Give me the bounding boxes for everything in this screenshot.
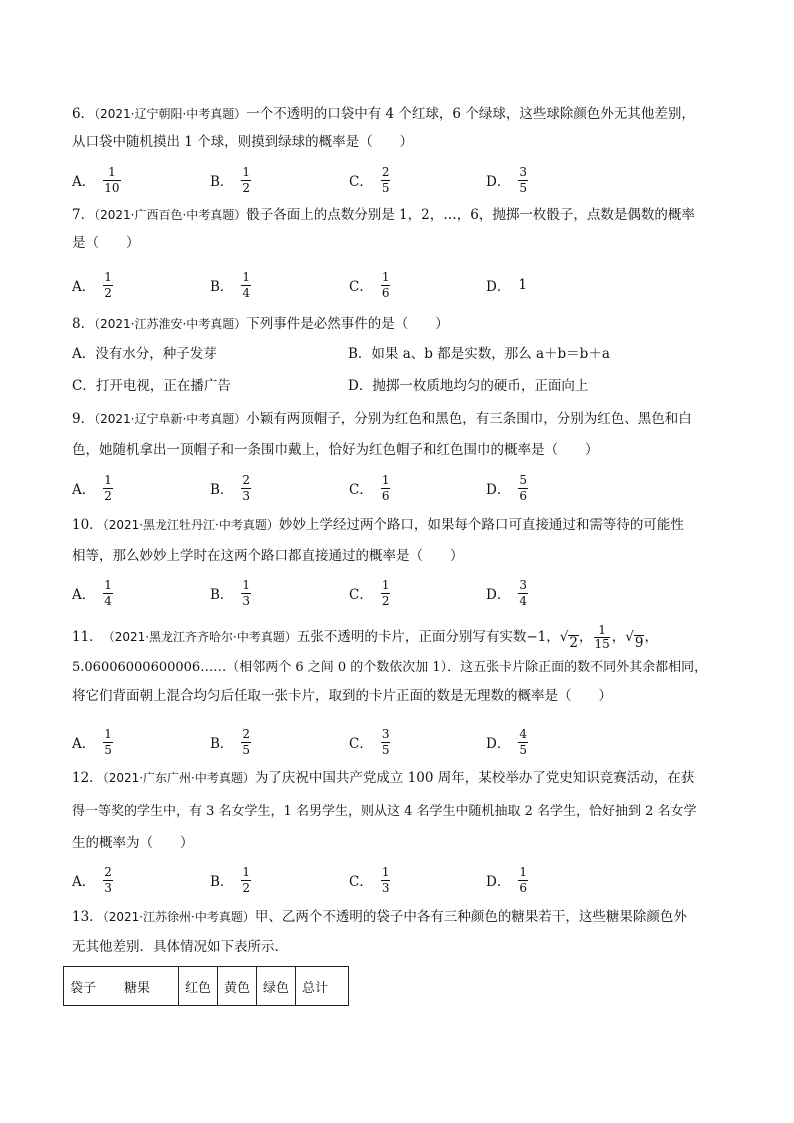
question-source: （2021·辽宁朝阳·中考真题）: [94, 107, 247, 121]
option-c: C． $\frac{2}{5}$: [349, 164, 390, 195]
option-b: B． $\frac{1}{4}$: [210, 269, 251, 300]
option-d: D． $\frac{5}{6}$: [486, 472, 527, 503]
question-number: 12．: [72, 770, 103, 786]
option-c: C．打开电视，正在播广告: [72, 378, 231, 394]
table-corner-cell: 袋子 糖果: [64, 967, 179, 1006]
question-text: 得一等奖的学生中，有 3 名女学生，1 名男学生，则从这 4 名学生中随机抽取 2 名学生，恰好抽到 2 名女学: [72, 804, 697, 819]
question-text: 无其他差别．具体情况如下表所示．: [72, 939, 288, 955]
option-a: A． $\frac{1}{2}$: [72, 472, 112, 503]
question-source: （2021·黑龙江牡丹江·中考真题）: [102, 518, 279, 532]
question-9: [72, 405, 732, 464]
question-number: 7．: [72, 207, 95, 223]
question-text: 是（ ）: [72, 235, 140, 251]
question-10: [72, 511, 732, 570]
question-source: （2021·黑龙江齐齐哈尔·中考真题）: [102, 630, 297, 644]
option-a: A． $\frac{2}{3}$: [72, 864, 112, 895]
options-12: [72, 860, 732, 900]
option-d: D． $\frac{3}{5}$: [486, 164, 527, 195]
question-number: 6．: [72, 106, 95, 122]
table-header-cell: 红色: [179, 967, 218, 1006]
option-b: B． $\frac{1}{2}$: [210, 864, 251, 895]
options-9: [72, 468, 732, 508]
question-13: [72, 903, 732, 961]
sqrt-nine: √ 9: [625, 629, 644, 651]
option-c: C． $\frac{1}{3}$: [349, 864, 390, 895]
option-a: A． $\frac{1}{5}$: [72, 726, 112, 757]
question-11: 11． （2021·黑龙江齐齐哈尔·中考真题） 五张不透明的卡片，正面分别写有实数−1， √ 2 ， $\frac{1}{15}$ ， √ 9 ， 5.06006000600006……（相邻两个 6 之间 0 的个数依次加 1）．这五张卡片除正面的数不同外其余都相同， 将它们背面朝上混合均匀后任取一张卡片，取到的卡片正面的数是无理数的概率是（ ）: [72, 620, 732, 710]
question-number: 11．: [72, 629, 103, 645]
table-header-row: [64, 967, 349, 1006]
question-number: 8．: [72, 316, 95, 332]
question-text: 甲、乙两个不透明的袋子中各有三种颜色的糖果若干，这些糖果除颜色外: [254, 909, 687, 925]
options-6: [72, 160, 732, 200]
question-6: [72, 100, 732, 156]
question-text: 相等，那么妙妙上学时在这两个路口都直接通过的概率是（ ）: [72, 548, 464, 564]
table-header-cell: 绿色: [257, 967, 296, 1006]
question-7: [72, 201, 732, 257]
question-number: 13．: [72, 909, 103, 925]
option-b: B． $\frac{1}{2}$: [210, 164, 251, 195]
question-text: 5.06006000600006……（相邻两个 6 之间 0 的个数依次加 1）．这五张卡片除正面的数不同外其余都相同，: [72, 660, 708, 675]
question-number: 9．: [72, 411, 95, 427]
option-b: B． $\frac{2}{5}$: [210, 726, 251, 757]
fraction-one-fifteenth: $\frac{1}{15}$: [594, 622, 610, 651]
options-10: [72, 573, 732, 613]
options-11: [72, 722, 732, 762]
question-text: 色，她随机拿出一顶帽子和一条围巾戴上，恰好为红色帽子和红色围巾的概率是（ ）: [72, 442, 599, 458]
question-source: （2021·广西百色·中考真题）: [94, 208, 247, 222]
option-d: D． $\frac{1}{6}$: [486, 864, 527, 895]
option-b: B．如果 a、b 都是实数，那么 a＋b＝b＋a: [348, 346, 610, 362]
candy-table: [63, 966, 349, 1006]
options-8-row2: [72, 372, 732, 400]
sqrt-two: √ 2: [559, 629, 578, 651]
option-c: C． $\frac{3}{5}$: [349, 726, 390, 757]
option-b: B． $\frac{1}{3}$: [210, 577, 251, 608]
question-number: 10．: [72, 517, 103, 533]
option-a: A． $\frac{1}{10}$: [72, 164, 120, 195]
question-source: （2021·辽宁阜新·中考真题）: [94, 412, 247, 426]
table-header-cell: 总计: [296, 967, 349, 1006]
option-b: B． $\frac{2}{3}$: [210, 472, 251, 503]
question-text: 生的概率为（ ）: [72, 835, 194, 851]
question-8: [72, 310, 732, 338]
option-a: A．没有水分，种子发芽: [72, 346, 217, 362]
question-12: [72, 764, 732, 857]
option-d: D． $\frac{3}{4}$: [486, 577, 527, 608]
option-c: C． $\frac{1}{6}$: [349, 269, 390, 300]
question-source: （2021·广东广州·中考真题）: [102, 771, 255, 785]
option-c: C． $\frac{1}{6}$: [349, 472, 390, 503]
options-7: [72, 265, 732, 305]
question-text: 从口袋中随机摸出 1 个球，则摸到绿球的概率是（ ）: [72, 134, 414, 150]
question-text: 为了庆祝中国共产党成立 100 周年，某校举办了党史知识竞赛活动，在获: [254, 770, 695, 786]
option-a: A． $\frac{1}{2}$: [72, 269, 112, 300]
question-text: 将它们背面朝上混合均匀后任取一张卡片，取到的卡片正面的数是无理数的概率是（ ）: [72, 688, 612, 704]
question-text: 骰子各面上的点数分别是 1，2，…，6，抛掷一枚骰子，点数是偶数的概率: [246, 207, 695, 223]
question-source: （2021·江苏徐州·中考真题）: [102, 910, 255, 924]
question-text: 小颖有两顶帽子，分别为红色和黑色，有三条围巾，分别为红色、黑色和白: [246, 411, 692, 427]
question-text: 妙妙上学经过两个路口，如果每个路口可直接通过和需等待的可能性: [278, 517, 684, 533]
question-text: 下列事件是必然事件的是（ ）: [246, 316, 449, 332]
table-header-cell: 黄色: [218, 967, 257, 1006]
option-a: A． $\frac{1}{4}$: [72, 577, 112, 608]
question-text: 五张不透明的卡片，正面分别写有实数−1，: [296, 629, 560, 645]
question-source: （2021·江苏淮安·中考真题）: [94, 317, 247, 331]
option-d: D．抛掷一枚质地均匀的硬币，正面向上: [348, 378, 589, 394]
option-d: D． $\frac{4}{5}$: [486, 726, 527, 757]
option-d: D． 1: [486, 277, 527, 295]
option-c: C． $\frac{1}{2}$: [349, 577, 390, 608]
question-text: 一个不透明的口袋中有 4 个红球，6 个绿球，这些球除颜色外无其他差别，: [246, 106, 695, 122]
options-8-row1: [72, 340, 732, 368]
